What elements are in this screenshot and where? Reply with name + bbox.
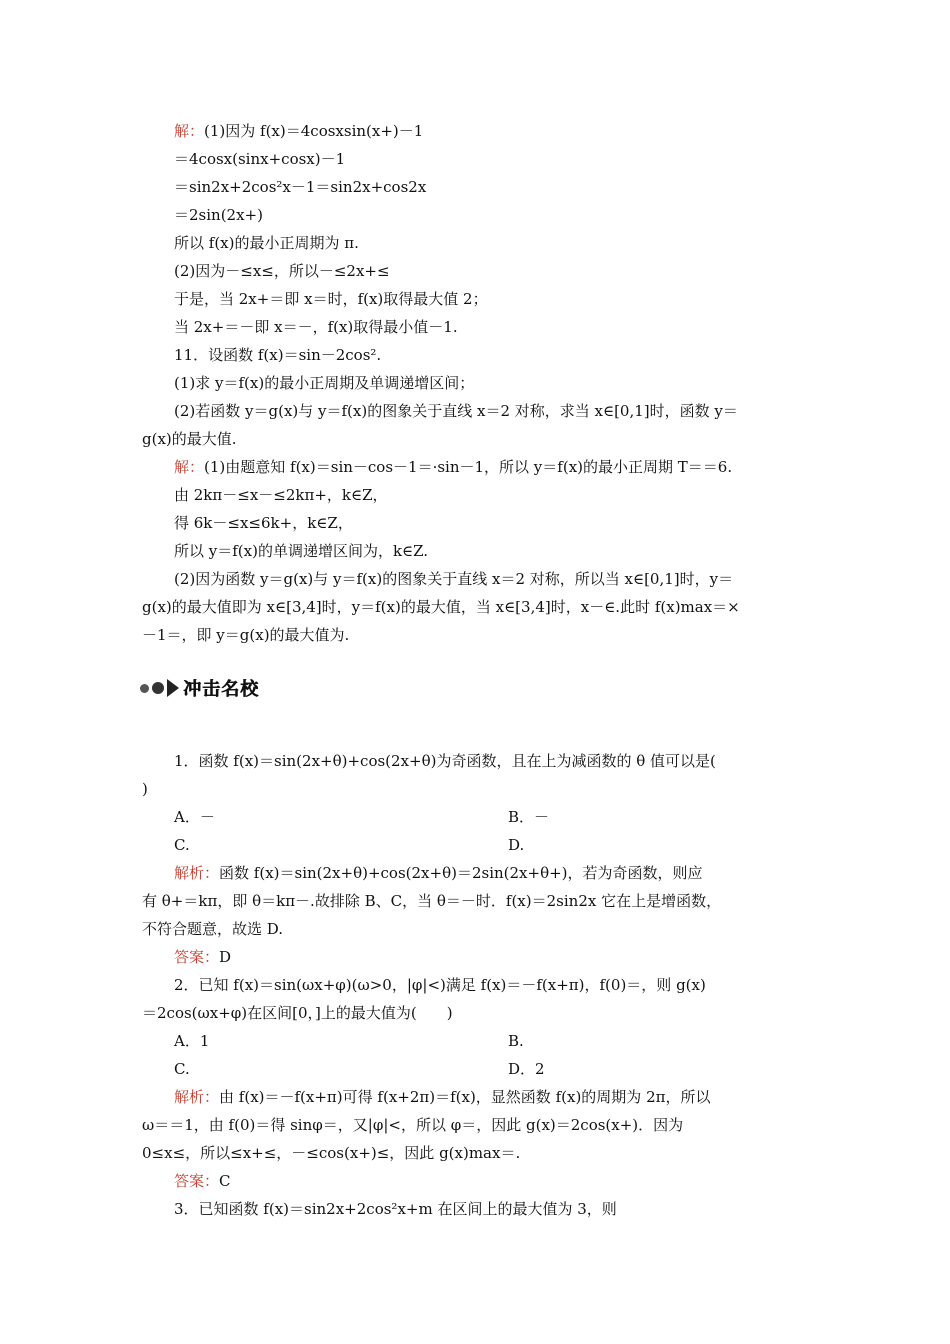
problem-2-statement: 2．已知 f(x)＝sin(ωx+φ)(ω>0，|φ|<)满足 f(x)＝－f(x+π)，f(0)＝，则 g(x) xyxy=(174,976,706,994)
option-c: C. xyxy=(174,836,190,854)
analysis-line: ω＝＝1，由 f(0)＝得 sinφ＝，又|φ|<，所以 φ＝，因此 g(x)＝2cos(x+)．因为 xyxy=(142,1116,684,1134)
solution-line: 由 2kπ－≤x－≤2kπ+，k∈Z， xyxy=(174,486,388,504)
answer-label: 答案： xyxy=(174,1172,220,1190)
solution-line: 所以 y＝f(x)的单调递增区间为，k∈Z. xyxy=(174,542,429,560)
analysis-line: 有 θ+＝kπ，即 θ＝kπ－.故排除 B、C，当 θ＝－时．f(x)＝2sin2x 它在上是增函数， xyxy=(142,892,722,910)
solution-line: 解：(1)因为 f(x)＝4cosxsin(x+)－1 xyxy=(174,122,424,140)
option-c: C. xyxy=(174,1060,190,1078)
problem-line: (1)求 y＝f(x)的最小正周期及单调递增区间； xyxy=(174,374,475,392)
option-d: D. xyxy=(508,836,525,854)
section-banner xyxy=(140,674,259,702)
solution-line: (2)因为－≤x≤，所以－≤2x+≤ xyxy=(174,262,390,280)
problem-line: ) xyxy=(142,780,148,798)
problem-3-statement: 3．已知函数 f(x)＝sin2x+2cos²x+m 在区间上的最大值为 3，则 xyxy=(174,1200,617,1218)
bullet-dot-icon xyxy=(140,684,149,693)
analysis-line: 解析：由 f(x)＝－f(x+π)可得 f(x+2π)＝f(x)，显然函数 f(x)的周期为 2π，所以 xyxy=(174,1088,711,1106)
solution-line: 所以 f(x)的最小正周期为 π. xyxy=(174,234,359,252)
arrow-right-icon xyxy=(167,679,179,697)
answer-line: 答案：D xyxy=(174,948,232,966)
problem-line: ＝2cos(ωx+φ)在区间[0，]上的最大值为( ) xyxy=(142,1004,453,1022)
answer-label: 答案： xyxy=(174,948,220,966)
problem-line: g(x)的最大值. xyxy=(142,430,237,448)
solution-line: －1＝，即 y＝g(x)的最大值为. xyxy=(142,626,350,644)
problem-11-statement: 11．设函数 f(x)＝sin－2cos². xyxy=(174,346,382,364)
option-d: D．2 xyxy=(508,1060,545,1078)
solution-label: 解： xyxy=(174,122,205,140)
solution-line: (2)因为函数 y＝g(x)与 y＝f(x)的图象关于直线 x＝2 对称，所以当 x∈[0,1]时，y＝ xyxy=(174,570,734,588)
solution-line: 解：(1)由题意知 f(x)＝sin－cos－1＝·sin－1，所以 y＝f(x)的最小正周期 T＝＝6. xyxy=(174,458,733,476)
option-a: A．－ xyxy=(174,808,215,826)
option-b: B. xyxy=(508,1032,524,1050)
answer-line: 答案：C xyxy=(174,1172,231,1190)
analysis-line: 解析：函数 f(x)＝sin(2x+θ)+cos(2x+θ)＝2sin(2x+θ+)，若为奇函数，则应 xyxy=(174,864,703,882)
solution-line: g(x)的最大值即为 x∈[3,4]时，y＝f(x)的最大值，当 x∈[3,4]时，x－∈.此时 f(x)max＝× xyxy=(142,598,740,616)
solution-line: 当 2x+＝－即 x＝－，f(x)取得最小值－1. xyxy=(174,318,458,336)
solution-label: 解： xyxy=(174,458,205,476)
analysis-label: 解析： xyxy=(174,1088,220,1106)
analysis-line: 不符合题意，故选 D. xyxy=(142,920,284,938)
problem-line: (2)若函数 y＝g(x)与 y＝f(x)的图象关于直线 x＝2 对称，求当 x∈[0,1]时，函数 y＝ xyxy=(174,402,738,420)
solution-line: ＝4cosx(sinx+cosx)－1 xyxy=(174,150,346,168)
section-title: 冲击名校 xyxy=(183,679,259,700)
solution-line: 于是，当 2x+＝即 x＝时，f(x)取得最大值 2； xyxy=(174,290,488,308)
bullet-dot-icon xyxy=(152,682,164,694)
solution-line: 得 6k－≤x≤6k+，k∈Z， xyxy=(174,514,353,532)
option-b: B．－ xyxy=(508,808,550,826)
solution-line: ＝2sin(2x+) xyxy=(174,206,263,224)
analysis-label: 解析： xyxy=(174,864,220,882)
option-a: A．1 xyxy=(174,1032,210,1050)
problem-1-statement: 1．函数 f(x)＝sin(2x+θ)+cos(2x+θ)为奇函数，且在上为减函数的 θ 值可以是( xyxy=(174,752,716,770)
analysis-line: 0≤x≤，所以≤x+≤，－≤cos(x+)≤，因此 g(x)max＝. xyxy=(142,1144,521,1162)
solution-line: ＝sin2x+2cos²x－1＝sin2x+cos2x xyxy=(174,178,427,196)
